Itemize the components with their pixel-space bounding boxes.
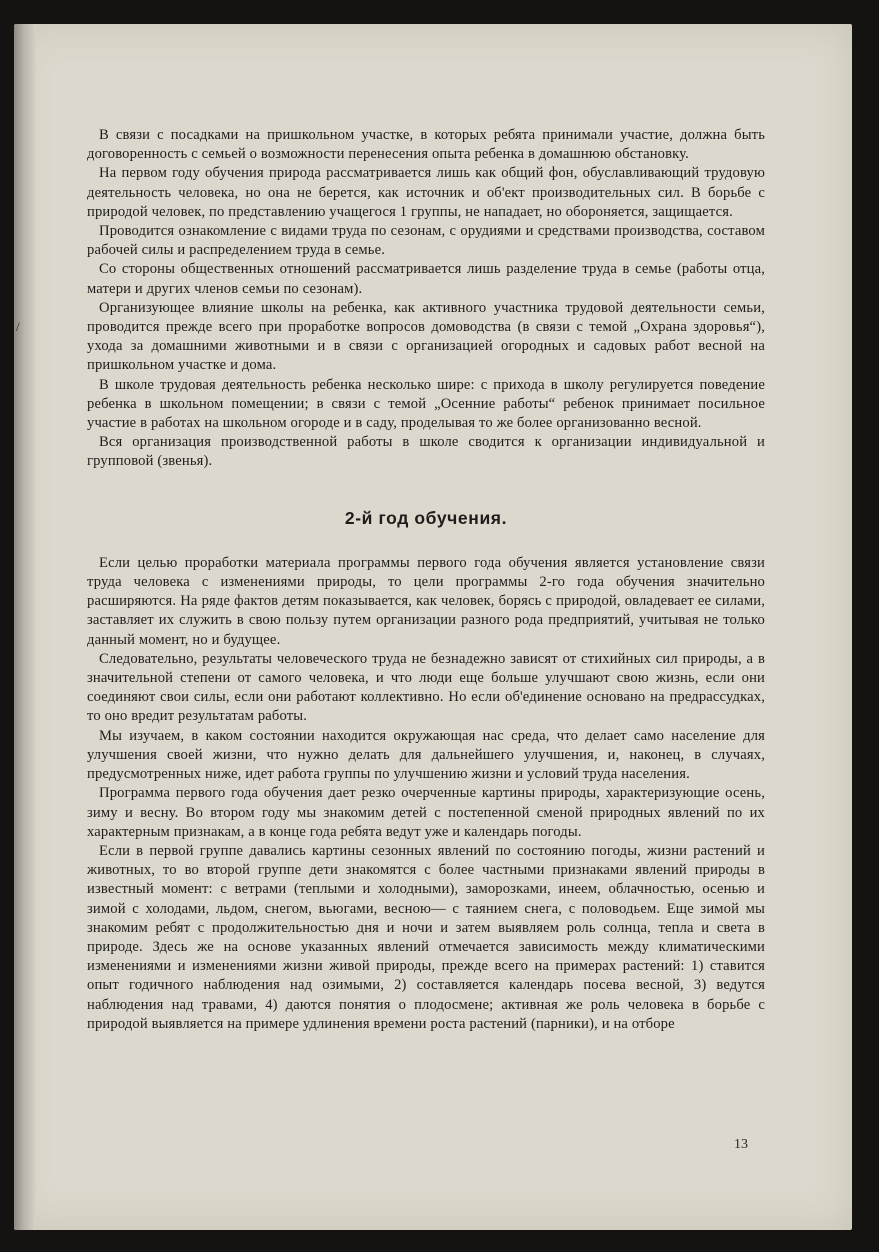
paragraph: В связи с посадками на пришкольном участке, в которых ребята принимали участие, должна быть договоренность с семьей о возможности перенесения опыта ребенка в домашнюю обстановку. <box>87 127 765 163</box>
book-spine-shadow <box>14 24 36 1230</box>
text-column <box>87 126 765 1034</box>
paragraph: Если в первой группе давались картины сезонных явлений по состоянию погоды, жизни растений и животных, то во второй группе дети знакомятся с более частными признаками явлений природы в известный момент: с ветрами (теплыми и холодными), заморозками, инеем, облачностью, осенью и зимой с холодами, льдом, снегом, вьюгами, весною— с таянием снега, с половодьем. Еще зимой мы знакомим ребят с продолжительностью дня и ночи и затем выявляем роль солнца, тепла и света в природе. Здесь же на основе указанных явлений отмечается зависимость между климатическими изменениями и изменениями жизни живой природы, прежде всего на примерах растений: 1) ставится опыт годичного наблюдения над озимыми, 2) составляется календарь посева весной, 3) ведутся наблюдения над травами, 4) даются понятия о плодосмене; активная же роль человека в борьбе с природой выявляется на примере удлинения времени роста растений (парники), и на отборе <box>87 842 765 1032</box>
paragraph: Организующее влияние школы на ребенка, как активного участника трудовой деятельности семьи, проводится прежде всего при проработке вопросов домоводства (в связи с темой „Охрана здоровья“), ухода за домашними животными и в связи с организацией огородных и садовых работ весной на пришкольном участке и дома. <box>87 299 765 374</box>
paragraph: Следовательно, результаты человеческого труда не безнадежно зависят от стихийных сил природы, а в значительной степени от самого человека, и что люди еще больше улучшают свою жизнь, если они соединяют свои силы, если они работают коллективно. Но если об'единение основано на предрассудках, то оно вредит результатам работы. <box>87 650 765 725</box>
page-number: 13 <box>734 1137 748 1152</box>
book-page <box>14 24 852 1230</box>
edge-mark: / <box>16 319 20 334</box>
paragraph: В школе трудовая деятельность ребенка несколько шире: с прихода в школу регулируется поведение ребенка в школьном помещении; в связи с темой „Осенние работы“ ребенок принимает посильное участие в работах на школьном огороде и в саду, проделывая то же более организованно весной. <box>87 376 765 432</box>
paragraph: Проводится ознакомление с видами труда по сезонам, с орудиями и средствами производства, составом рабочей силы и распределением труда в семье. <box>87 223 765 259</box>
section-heading: 2-й год обучения. <box>344 507 508 528</box>
paragraph: Если целью проработки материала программы первого года обучения является установление связи труда человека с изменениями природы, то цели программы 2-го года обучения значительно расширяются. На ряде фактов детям показывается, как человек, борясь с природой, овладевает ее силами, заставляет их служить в свою пользу путем организации разного рода предприятий, учитывая не только данный момент, но и будущее. <box>87 554 765 648</box>
paragraph: Вся организация производственной работы в школе сводится к организации индивидуальной и групповой (звенья). <box>87 434 765 470</box>
paragraph: На первом году обучения природа рассматривается лишь как общий фон, обуславливающий трудовую деятельность человека, но она не берется, как источник и об'ект производительных сил. В борьбе с природой человек, по представлению учащегося 1 группы, не нападает, но обороняется, защищается. <box>87 165 765 220</box>
paragraph: Программа первого года обучения дает резко очерченные картины природы, характеризующие осень, зиму и весну. Во втором году мы знакомим детей с постепенной сменой природных явлений по их характерным признакам, а в конце года ребята ведут уже и календарь погоды. <box>87 785 765 840</box>
paragraph: Мы изучаем, в каком состоянии находится окружающая нас среда, что делает само население для улучшения своей жизни, что нужно делать для дальнейшего улучшения, и, наконец, в случаях, предусмотренных ниже, идет работа группы по улучшению жизни и условий труда населения. <box>87 727 765 783</box>
paragraph: Со стороны общественных отношений рассматривается лишь разделение труда в семье (работы отца, матери и других членов семьи по сезонам). <box>87 261 765 297</box>
